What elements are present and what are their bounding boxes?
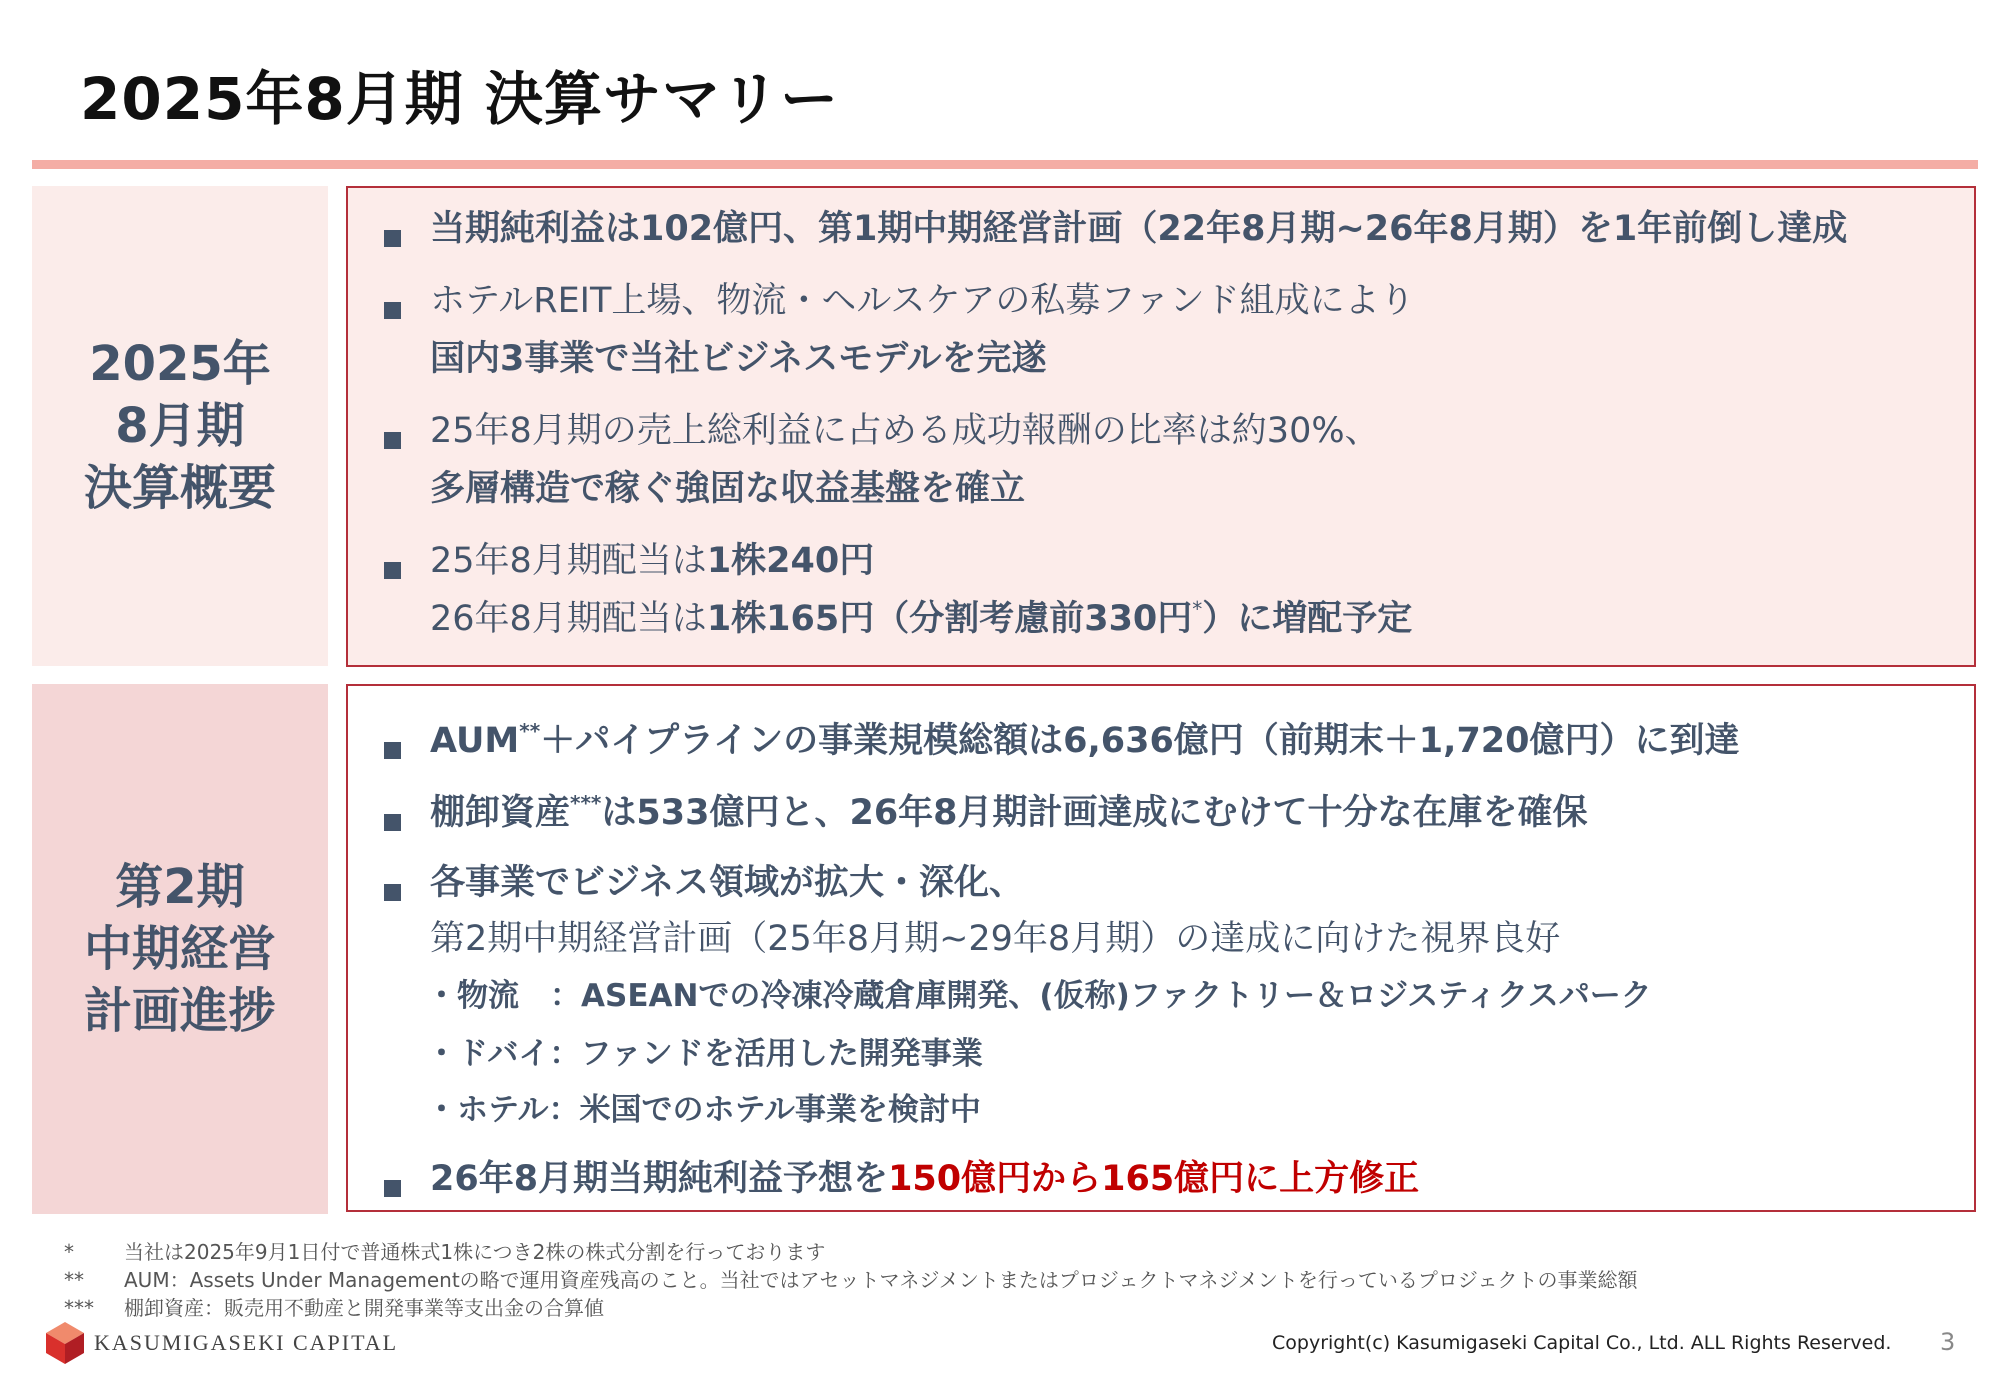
section1-content <box>346 186 1976 667</box>
page-number: 3 <box>1940 1328 1956 1356</box>
forecast-text: 26年8月期当期純利益予想を150億円から165億円に上方修正 <box>430 1159 1420 1199</box>
section1-label-line: 8月期 <box>115 398 245 454</box>
section1-label-line: 2025年 <box>89 336 271 392</box>
section2-label-line: 計画進捗 <box>83 983 276 1039</box>
footnote: * 当社は2025年9月1日付で普通株式1株につき2株の株式分割を行っております <box>64 1240 826 1264</box>
copyright: Copyright(c) Kasumigaseki Capital Co., Ltd. ALL Rights Reserved. <box>1272 1332 1892 1354</box>
title-accent-bar <box>32 160 1978 169</box>
bullet-text: 国内3事業で当社ビジネスモデルを完遂 <box>430 339 1047 379</box>
bullet-text: ホテルREIT上場、物流・ヘルスケアの私募ファンド組成により <box>430 281 1415 321</box>
bullet-text: 25年8月期の売上総利益に占める成功報酬の比率は約30%、 <box>430 411 1380 451</box>
inventory-text: 棚卸資産***は533億円と、26年8月期計画達成にむけて十分な在庫を確保 <box>430 791 1588 833</box>
dividend-line-1: 25年8月期配当は1株240円 <box>430 541 875 581</box>
company-logo-text: KASUMIGASEKI CAPITAL <box>94 1330 399 1355</box>
section2-content <box>346 684 1976 1212</box>
footnote: *** 棚卸資産：販売用不動産と開発事業等支出金の合算値 <box>64 1296 604 1320</box>
bullet-text: 各事業でビジネス領域が拡大・深化、 <box>430 863 1024 903</box>
square-bullet-icon <box>384 884 401 901</box>
square-bullet-icon <box>384 302 401 319</box>
bullet-text: 多層構造で稼ぐ強固な収益基盤を確立 <box>430 469 1026 509</box>
square-bullet-icon <box>384 432 401 449</box>
square-bullet-icon <box>384 562 401 579</box>
square-bullet-icon <box>384 742 401 759</box>
dividend-line-2: 26年8月期配当は1株165円（分割考慮前330円*）に増配予定 <box>430 597 1413 639</box>
footnote: ** AUM：Assets Under Managementの略で運用資産残高のこと。当社ではアセットマネジメントまたはプロジェクトマネジメントを行っているプロジェクトの事業総額 <box>64 1268 1638 1292</box>
page-title: 2025年8月期 決算サマリー <box>80 65 839 133</box>
section2-label-line: 第2期 <box>115 859 245 915</box>
cube-logo-icon <box>46 1322 84 1364</box>
aum-text: AUM**＋パイプラインの事業規模総額は6,636億円（前期末＋1,720億円）に到達 <box>430 719 1740 761</box>
bullet-text: 第2期中期経営計画（25年8月期~29年8月期）の達成に向けた視界良好 <box>430 919 1561 959</box>
square-bullet-icon <box>384 1180 401 1197</box>
square-bullet-icon <box>384 814 401 831</box>
section2-label <box>32 684 328 1214</box>
section1-label <box>32 186 328 666</box>
square-bullet-icon <box>384 230 401 247</box>
sub-item-hotel: ・ホテル：米国でのホテル事業を検討中 <box>426 1092 981 1128</box>
company-logo <box>46 1322 398 1364</box>
section1-label-line: 決算概要 <box>83 460 276 516</box>
sub-item-logistics: ・物流 ：ASEANでの冷凍冷蔵倉庫開発、(仮称)ファクトリー＆ロジスティクスパーク <box>426 978 1652 1014</box>
bullet-text: 当期純利益は102億円、第1期中期経営計画（22年8月期~26年8月期）を1年前倒し達成 <box>430 209 1848 249</box>
section2-label-line: 中期経営 <box>83 921 276 977</box>
sub-item-dubai: ・ドバイ：ファンドを活用した開発事業 <box>426 1036 983 1072</box>
